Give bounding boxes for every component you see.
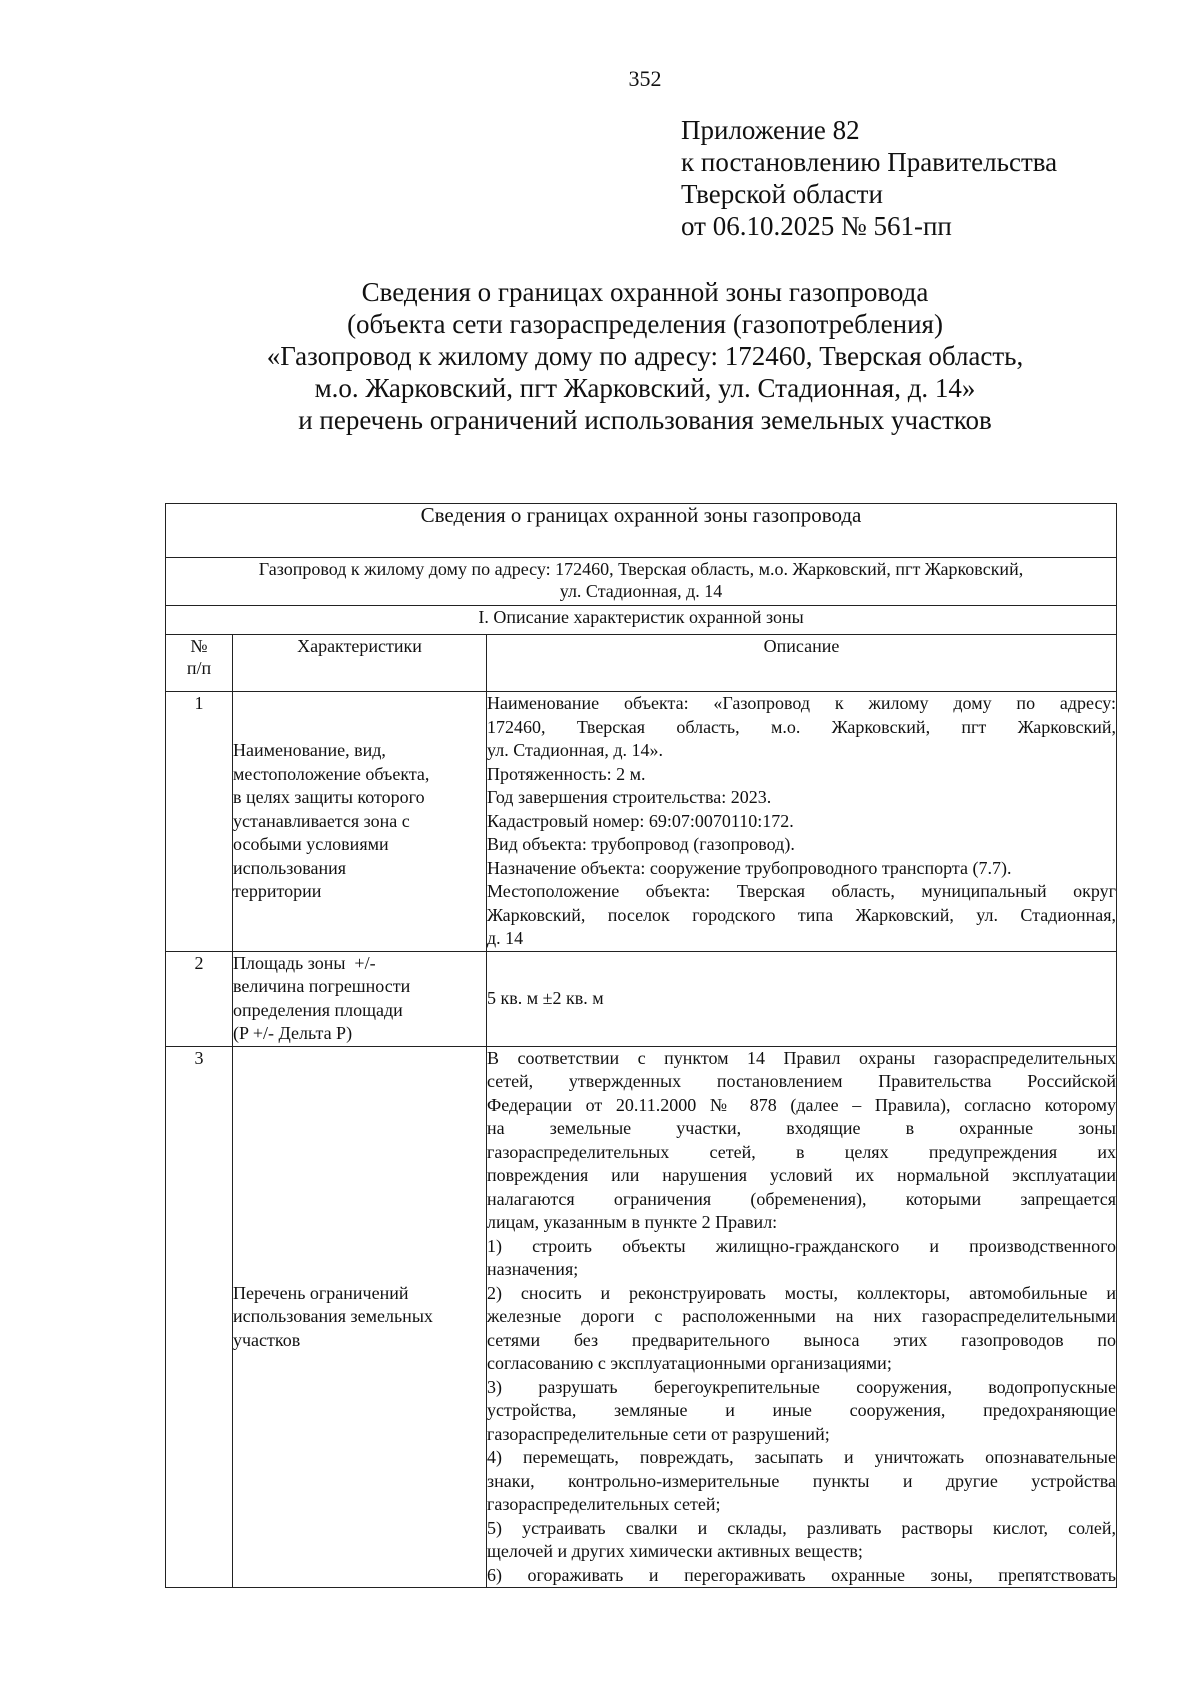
column-header-number [166,635,233,692]
description-line: 172460, Тверская область, м.о. Жарковский, пгт Жарковский, [487,716,1117,737]
title-line: м.о. Жарковский, пгт Жарковский, ул. Стадионная, д. 14» [314,373,976,403]
appendix-line: Тверской области [681,179,883,209]
column-header-number-line: п/п [186,658,212,678]
description-line: налагаются ограничения (обременения), которыми запрещается [487,1188,1117,1209]
description-line: 2) сносить и реконструировать мосты, коллекторы, автомобильные и [487,1282,1117,1303]
title-line: «Газопровод к жилому дому по адресу: 172460, Тверская область, [266,341,1024,371]
description-line: устройства, земляные и иные сооружения, предохраняющие [487,1400,1117,1420]
section-heading: I. Описание характеристик охранной зоны [166,606,1117,635]
description-line: Федерации от 20.11.2000 № 878 (далее – Правила), согласно которому [487,1094,1117,1115]
object-name-row [166,558,1117,606]
row-characteristic [233,1046,487,1588]
table-row [166,692,1117,952]
table-row [166,1046,1117,1588]
column-header-description: Описание [487,635,1117,692]
row-number: 2 [166,951,233,1046]
characteristic-line: территории [233,881,322,901]
object-name-line: ул. Стадионная, д. 14 [559,581,723,601]
title-line: и перечень ограничений использования земельных участков [298,405,992,435]
description-line: газораспределительные сети от разрушений; [487,1423,830,1444]
characteristic-line: использования [233,857,347,878]
description-line: повреждения или нарушения условий их нормальной эксплуатации [487,1165,1117,1185]
appendix-header [681,114,1057,242]
appendix-line: Приложение 82 [681,115,860,145]
description-line: газораспределительных сетей; [487,1494,721,1514]
characteristic-line: в целях защиты которого [233,787,425,807]
page-number: 352 [628,66,662,91]
appendix-line: от 06.10.2025 № 561-пп [681,211,952,241]
row-characteristic [233,951,487,1046]
description-line: железные дороги с расположенными на них газораспределительными [487,1306,1117,1326]
row-number: 3 [166,1046,233,1588]
object-name-line: Газопровод к жилому дому по адресу: 172460, Тверская область, м.о. Жарковский, пгт Жарковский, [258,559,1024,579]
description-line: ул. Стадионная, д. 14». [487,740,664,760]
document-title [0,276,1200,436]
description-line: лицам, указанным в пункте 2 Правил: [487,1212,778,1232]
characteristic-line: использования земельных [233,1306,433,1326]
description-line: 5) устраивать свалки и склады, разливать растворы кислот, солей, [487,1517,1117,1538]
section-heading-row [166,606,1117,635]
characteristic-line: Наименование, вид, [233,740,386,760]
characteristic-line: (P +/- Дельта P) [233,1023,353,1043]
row-description [487,951,1117,1046]
description-line: Жарковский, поселок городского типа Жарковский, ул. Стадионная, [487,904,1117,925]
description-line: д. 14 [487,928,524,948]
description-line: 1) строить объекты жилищно-гражданского и производственного [487,1235,1117,1256]
description-line: Кадастровый номер: 69:07:0070110:172. [487,810,794,831]
description-line: знаки, контрольно-измерительные пункты и другие устройства [487,1470,1117,1491]
characteristic-line: Перечень ограничений [233,1282,409,1303]
description-line: Год завершения строительства: 2023. [487,787,772,807]
description-line: 3) разрушать берегоукрепительные сооружения, водопропускные [487,1376,1117,1397]
description-line: на земельные участки, входящие в охранные зоны [487,1118,1117,1138]
description-line: 5 кв. м ±2 кв. м [487,987,604,1008]
characteristic-line: устанавливается зона с [233,810,410,831]
description-line: Местоположение объекта: Тверская область, муниципальный округ [487,881,1117,901]
title-line: Сведения о границах охранной зоны газопровода [361,277,929,307]
description-line: Назначение объекта: сооружение трубопроводного транспорта (7.7). [487,857,1012,878]
description-line: сетями без предварительного выноса этих газопроводов по [487,1329,1117,1350]
appendix-line: к постановлению Правительства [681,147,1058,177]
table-title-row [166,504,1117,558]
characteristic-line: участков [233,1329,301,1350]
characteristic-line: Площадь зоны +/- [233,952,376,973]
description-line: Наименование объекта: «Газопровод к жилому дому по адресу: [487,693,1117,713]
table-title: Сведения о границах охранной зоны газопровода [166,504,1117,558]
column-header-number-line: № [190,636,208,656]
description-line: назначения; [487,1259,579,1279]
description-line: Протяженность: 2 м. [487,763,646,784]
zone-table [165,503,1117,1588]
title-line: (объекта сети газораспределения (газопотребления) [347,309,943,339]
description-line: В соответствии с пунктом 14 Правил охраны газораспределительных [487,1047,1117,1068]
column-header-row [166,635,1117,692]
description-line: Вид объекта: трубопровод (газопровод). [487,834,795,854]
characteristic-line: величина погрешности [233,976,411,996]
column-header-characteristics: Характеристики [233,635,487,692]
description-line: 4) перемещать, повреждать, засыпать и уничтожать опознавательные [487,1447,1117,1467]
characteristic-line: местоположение объекта, [233,763,430,784]
description-line: сетей, утвержденных постановлением Правительства Российской [487,1071,1117,1091]
row-number: 1 [166,692,233,952]
characteristic-line: определения площади [233,999,403,1020]
characteristic-line: особыми условиями [233,834,389,854]
description-line: щелочей и других химически активных веществ; [487,1541,863,1561]
object-name-cell [166,558,1117,606]
description-line: согласованию с эксплуатационными организациями; [487,1353,892,1373]
row-characteristic [233,692,487,952]
row-description [487,1046,1117,1588]
description-line: газораспределительных сетей, в целях предупреждения их [487,1141,1117,1162]
table-row [166,951,1117,1046]
description-line: 6) огораживать и перегораживать охранные зоны, препятствовать [487,1564,1117,1585]
row-description [487,692,1117,952]
